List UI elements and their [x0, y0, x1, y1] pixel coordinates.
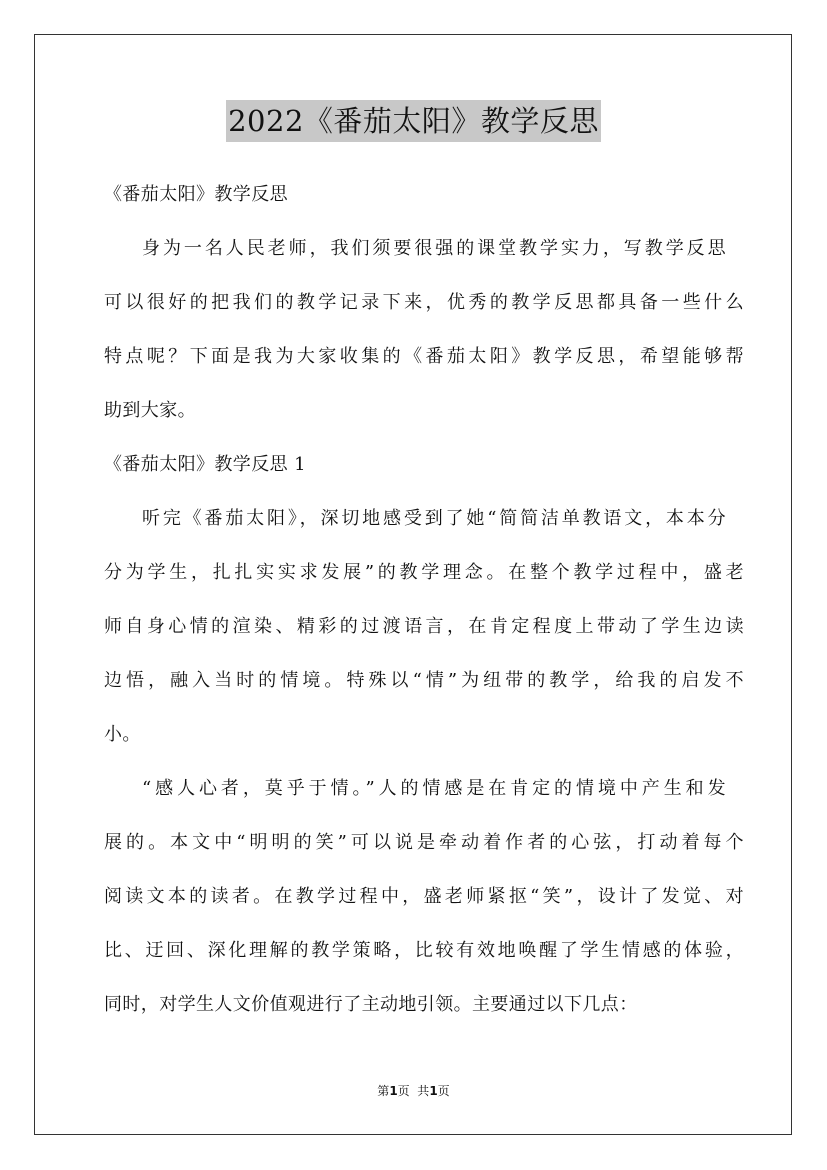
paragraph-line: 边悟，融入当时的情境。特殊以“情”为纽带的教学，给我的启发不	[104, 670, 744, 691]
document-title: 2022《番茄太阳》教学反思	[226, 100, 601, 142]
paragraph-line: 小。	[104, 724, 141, 745]
paragraph-line: 展的。本文中“明明的笑”可以说是牵动着作者的心弦，打动着每个	[104, 832, 744, 853]
section-heading: 《番茄太阳》教学反思 1	[104, 454, 306, 475]
page-footer	[0, 1082, 827, 1100]
footer-page-total: 1	[429, 1084, 438, 1098]
paragraph-line: 可以很好的把我们的教学记录下来，优秀的教学反思都具备一些什么	[104, 292, 744, 313]
subtitle: 《番茄太阳》教学反思	[104, 184, 288, 205]
paragraph-line: 同时，对学生人文价值观进行了主动地引领。主要通过以下几点：	[104, 994, 638, 1015]
paragraph-line: 助到大家。	[104, 400, 196, 421]
paragraph-line: 阅读文本的读者。在教学过程中，盛老师紧抠“笑”，设计了发觉、对	[104, 886, 744, 907]
title-container	[0, 100, 827, 142]
paragraph-line: 师自身心情的渲染、精彩的过渡语言，在肯定程度上带动了学生边读	[104, 616, 744, 637]
paragraph-line: 分为学生，扎扎实实求发展”的教学理念。在整个教学过程中，盛老	[104, 562, 744, 583]
paragraph-line: “感人心者，莫乎于情。”人的情感是在肯定的情境中产生和发	[142, 778, 726, 799]
paragraph-line: 比、迂回、深化理解的教学策略，比较有效地唤醒了学生情感的体验，	[104, 940, 744, 961]
paragraph-line: 身为一名人民老师，我们须要很强的课堂教学实力，写教学反思	[142, 238, 726, 259]
footer-page-current: 1	[389, 1084, 398, 1098]
footer-mid: 页 共	[397, 1084, 430, 1098]
paragraph-line: 听完《番茄太阳》，深切地感受到了她“简简洁单教语文，本本分	[142, 508, 726, 529]
paragraph-line: 特点呢？下面是我为大家收集的《番茄太阳》教学反思，希望能够帮	[104, 346, 744, 367]
footer-prefix: 第	[377, 1084, 390, 1098]
footer-suffix: 页	[437, 1084, 450, 1098]
